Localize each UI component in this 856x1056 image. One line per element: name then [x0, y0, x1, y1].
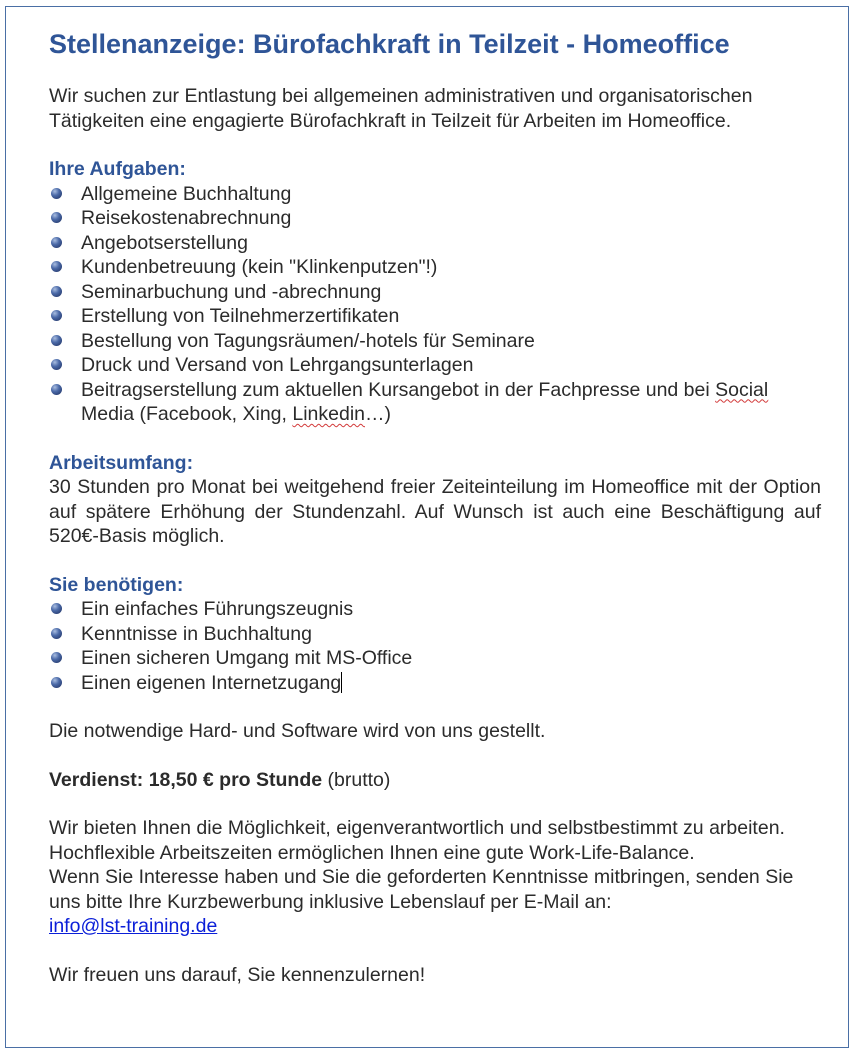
list-item: Druck und Versand von Lehrgangsunterlagen [49, 353, 821, 378]
bullet-icon [51, 677, 62, 688]
salary-line [49, 768, 821, 793]
bullet-icon [51, 359, 62, 370]
bullet-icon [51, 286, 62, 297]
email-link[interactable]: info@lst-training.de [49, 915, 218, 937]
list-item: Allgemeine Buchhaltung [49, 182, 821, 207]
list-item: Ein einfaches Führungszeugnis [49, 597, 821, 622]
list-item: Einen eigenen Internetzugang [49, 671, 821, 696]
requirements-heading: Sie benötigen: [49, 573, 184, 596]
spellcheck-word: Linkedin [292, 403, 365, 425]
list-item: Angebotserstellung [49, 231, 821, 256]
tasks-heading: Ihre Aufgaben: [49, 158, 186, 180]
scope-paragraph: 30 Stunden pro Monat bei weitgehend freier Zeiteinteilung im Homeoffice mit der Option auf spätere Erhöhung der Stundenzahl. Auf Wunsch ist auch eine Beschäftigung auf 520€-Basis möglich. [49, 476, 821, 547]
bullet-icon [51, 652, 62, 663]
list-item: Erstellung von Teilnehmerzertifikaten [49, 304, 821, 329]
list-item: Einen sicheren Umgang mit MS-Office [49, 646, 821, 671]
offer-paragraph: Wir bieten Ihnen die Möglichkeit, eigenverantwortlich und selbstbestimmt zu arbeiten. Hochflexible Arbeitszeiten ermöglichen Ihnen eine gute Work-Life-Balance. [49, 817, 785, 864]
bullet-icon [51, 310, 62, 321]
requirements-list [49, 597, 821, 695]
job-ad-document [49, 26, 821, 987]
bullet-icon [51, 628, 62, 639]
email-line [49, 914, 821, 939]
bullet-icon [51, 237, 62, 248]
bullet-icon [51, 261, 62, 272]
intro-paragraph: Wir suchen zur Entlastung bei allgemeinen administrativen und organisatorischen Tätigkeiten eine engagierte Bürofachkraft in Teilzeit für Arbeiten im Homeoffice. [49, 85, 753, 132]
bullet-icon [51, 384, 62, 395]
bullet-icon [51, 603, 62, 614]
list-item: Seminarbuchung und -abrechnung [49, 280, 821, 305]
salary-amount: Verdienst: 18,50 € pro Stunde [49, 768, 323, 791]
list-item: Reisekostenabrechnung [49, 206, 821, 231]
scope-heading: Arbeitsumfang: [49, 451, 194, 474]
spellcheck-word: Social [715, 378, 769, 401]
salary-suffix: (brutto) [322, 768, 391, 791]
bullet-icon [51, 212, 62, 223]
bullet-icon [51, 335, 62, 346]
list-item: Kundenbetreuung (kein "Klinkenputzen"!) [49, 255, 821, 280]
closing-line: Wir freuen uns darauf, Sie kennenzulernen! [49, 963, 426, 986]
equipment-note: Die notwendige Hard- und Software wird von uns gestellt. [49, 720, 546, 742]
text-cursor [341, 672, 342, 693]
list-item: Kenntnisse in Buchhaltung [49, 622, 821, 647]
tasks-list [49, 182, 821, 427]
list-item: Bestellung von Tagungsräumen/-hotels für Seminare [49, 329, 821, 354]
apply-paragraph: Wenn Sie Interesse haben und Sie die geforderten Kenntnisse mitbringen, senden Sie uns bitte Ihre Kurzbewerbung inklusive Lebenslauf per E-Mail an: [49, 866, 794, 913]
bullet-icon [51, 188, 62, 199]
list-item: Beitragserstellung zum aktuellen Kursangebot in der Fachpresse und bei Social Media (Facebook, Xing, Linkedin…) [49, 378, 821, 427]
page-title: Stellenanzeige: Bürofachkraft in Teilzeit - Homeoffice [49, 29, 730, 59]
